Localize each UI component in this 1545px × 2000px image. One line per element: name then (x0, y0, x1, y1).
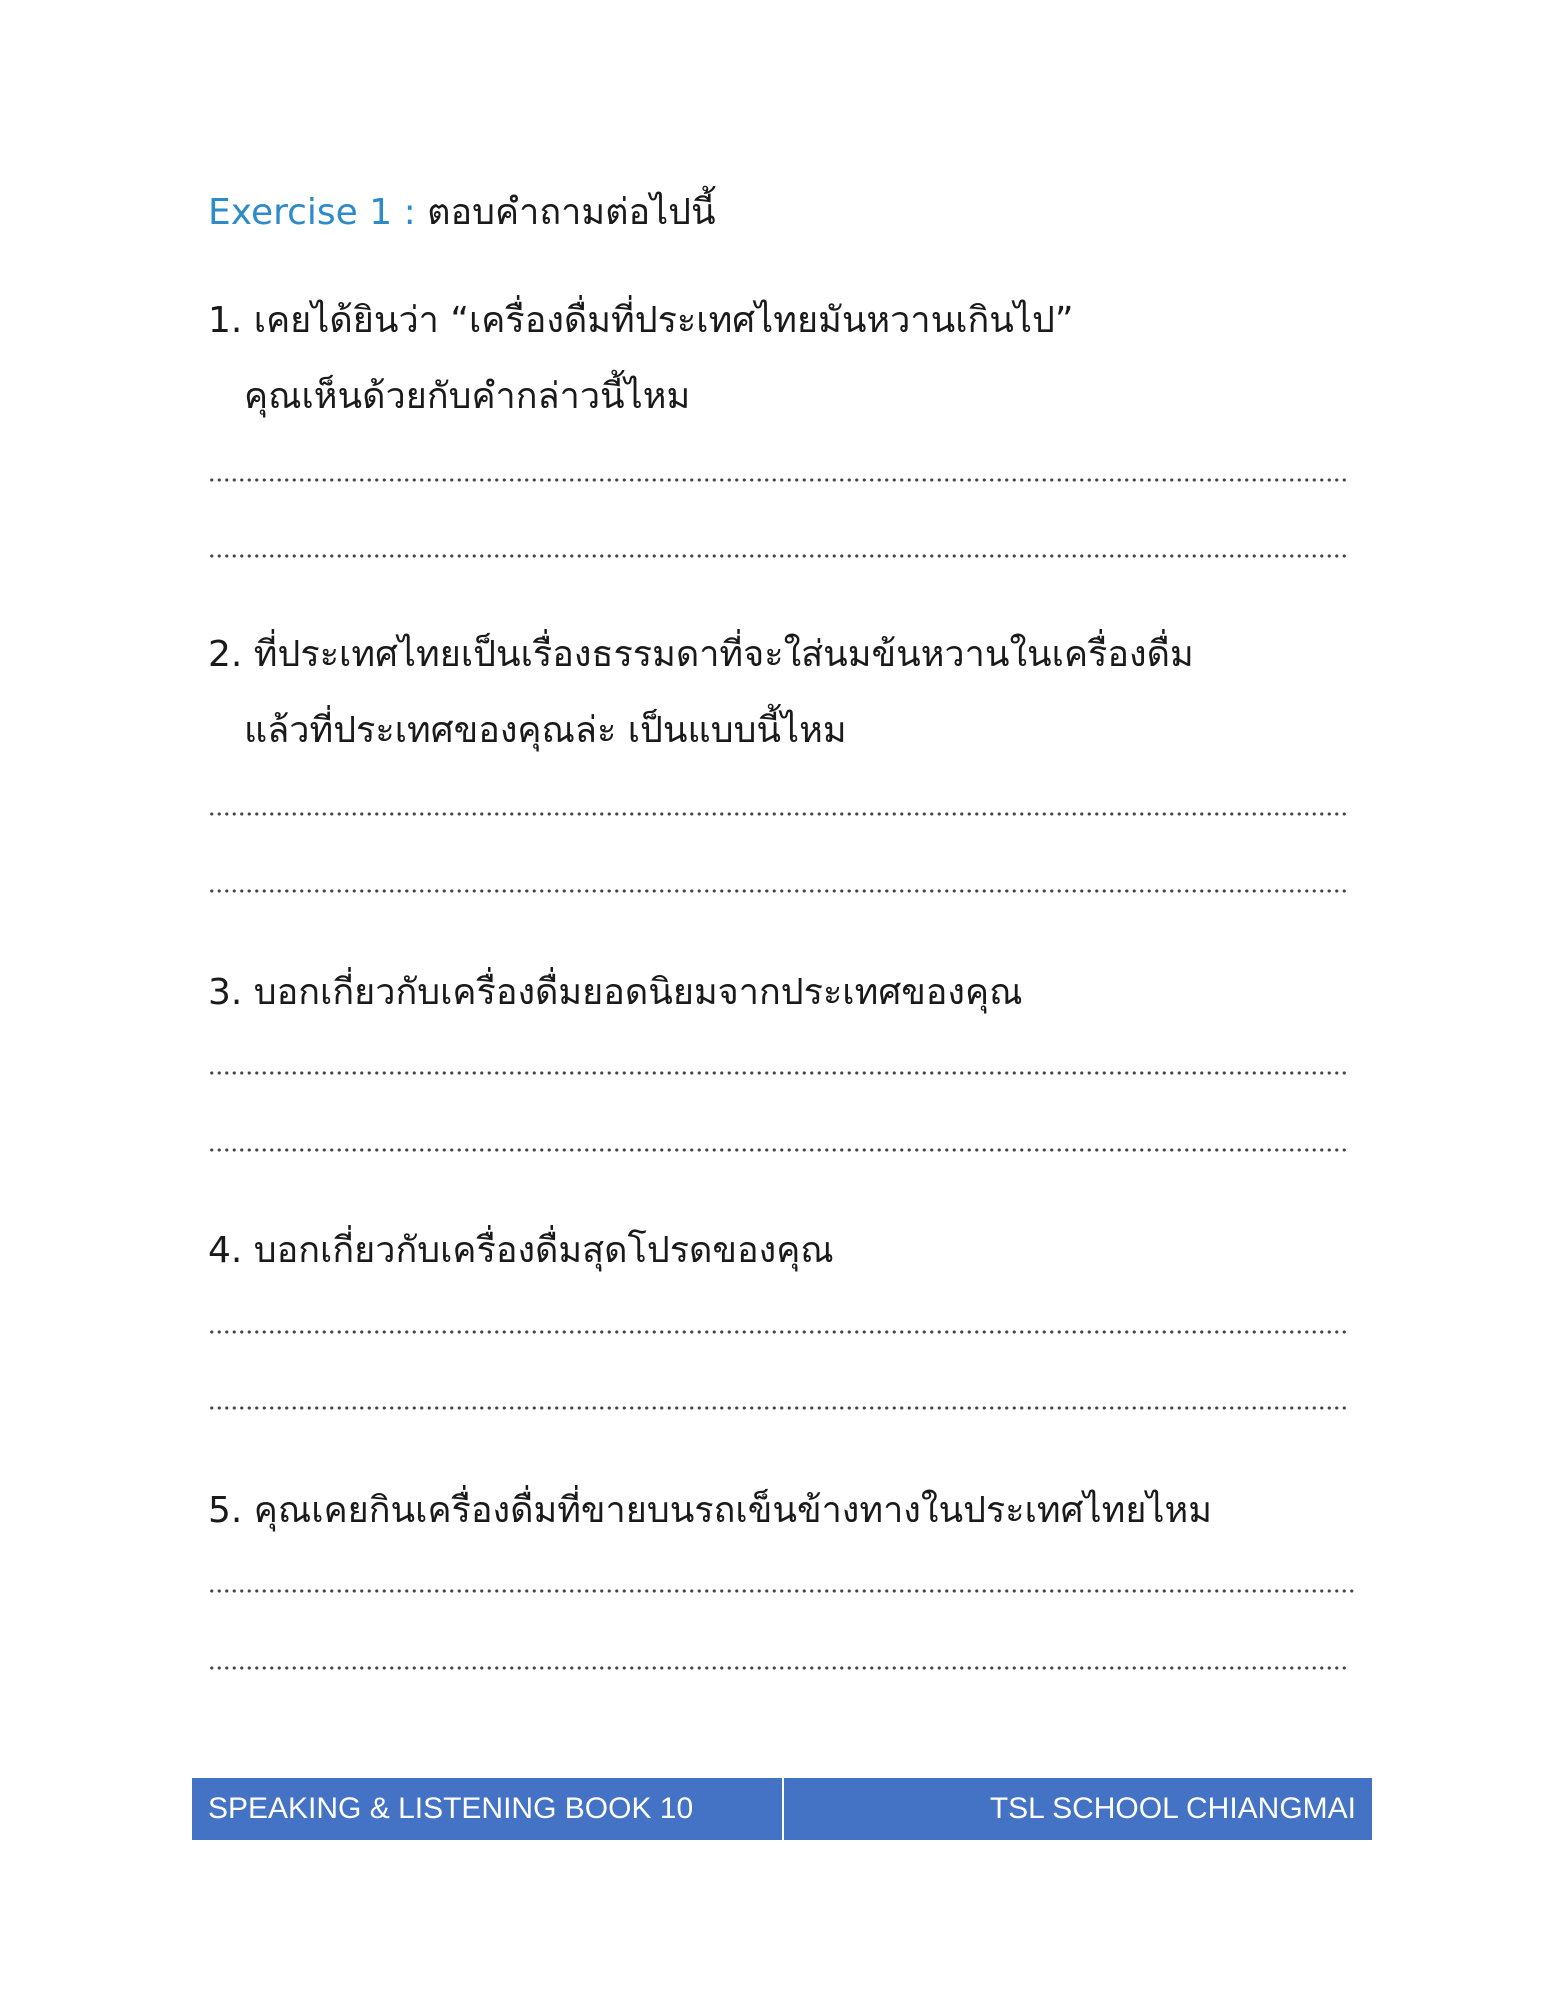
answer-line-5b[interactable] (208, 1664, 1348, 1672)
question-4-line-1: 4. บอกเกี่ยวกับเครื่องดื่มสุดโปรดของคุณ (208, 1230, 834, 1271)
question-2 (208, 617, 1194, 769)
question-1-line-2: คุณเห็นด้วยกับคำกล่าวนี้ไหม (244, 376, 691, 417)
question-2-line-1: 2. ที่ประเทศไทยเป็นเรื่องธรรมดาที่จะใส่นมข้นหวานในเครื่องดื่ม (208, 634, 1194, 675)
question-3 (208, 955, 1022, 1031)
answer-line-2a[interactable] (208, 810, 1348, 818)
exercise-label: Exercise 1 : (208, 192, 428, 233)
answer-line-4a[interactable] (208, 1328, 1348, 1336)
question-1 (208, 283, 1074, 435)
question-5 (208, 1473, 1212, 1549)
page-footer (192, 1778, 1372, 1840)
footer-school-name: TSL SCHOOL CHIANGMAI (784, 1778, 1372, 1840)
answer-line-1a[interactable] (208, 476, 1348, 484)
question-4 (208, 1213, 834, 1289)
answer-line-3a[interactable] (208, 1069, 1348, 1077)
answer-line-2b[interactable] (208, 887, 1348, 895)
exercise-heading (208, 188, 716, 238)
question-5-line-1: 5. คุณเคยกินเครื่องดื่มที่ขายบนรถเข็นข้างทางในประเทศไทยไหม (208, 1490, 1212, 1531)
footer-book-title: SPEAKING & LISTENING BOOK 10 (192, 1778, 782, 1840)
answer-line-3b[interactable] (208, 1146, 1348, 1154)
answer-line-5a[interactable] (208, 1587, 1356, 1595)
answer-line-1b[interactable] (208, 552, 1348, 560)
exercise-instruction: ตอบคำถามต่อไปนี้ (427, 192, 716, 233)
question-3-line-1: 3. บอกเกี่ยวกับเครื่องดื่มยอดนิยมจากประเทศของคุณ (208, 972, 1023, 1013)
question-1-line-1: 1. เคยได้ยินว่า “เครื่องดื่มที่ประเทศไทยมันหวานเกินไป” (208, 300, 1074, 341)
question-2-line-2: แล้วที่ประเทศของคุณล่ะ เป็นแบบนี้ไหม (244, 710, 847, 751)
answer-line-4b[interactable] (208, 1404, 1348, 1412)
